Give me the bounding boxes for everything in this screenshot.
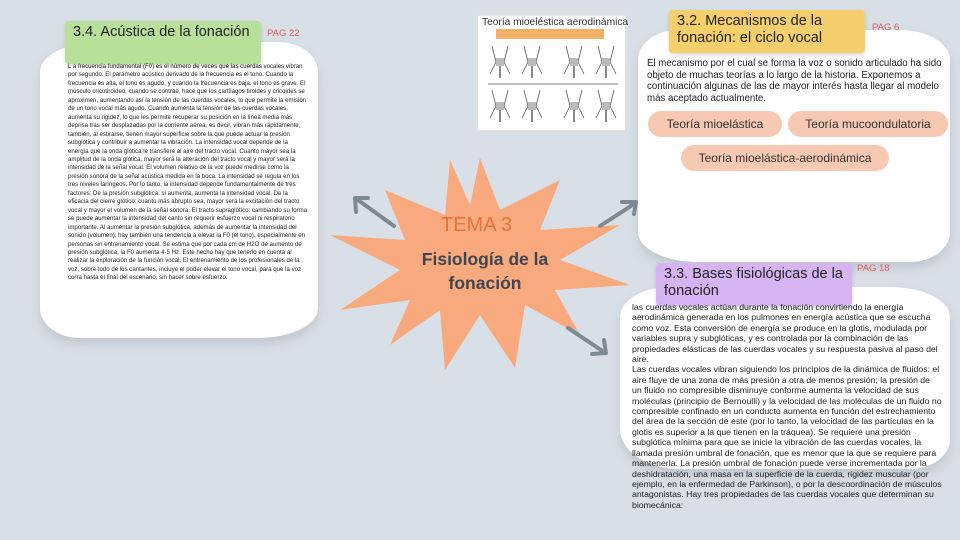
acoustics-title[interactable]: 3.4. Acústica de la fonación (65, 21, 261, 64)
arrow-to-mechanisms-icon (596, 198, 642, 230)
myoelastic-aerodynamic-figure[interactable] (477, 15, 629, 131)
topic-label: TEMA 3 (441, 214, 513, 236)
main-title: Fisiología de la fonación (421, 249, 549, 293)
mechanisms-title[interactable]: 3.2. Mecanismos de la fonación: el ciclo vocal (669, 10, 865, 53)
arrow-to-physiological-bases-icon (564, 322, 610, 358)
acoustics-text: L a frecuencia fundamental (F0) es el número de veces que las cuerdas vocales vibran por segundo. El parámetro acústico derivado de la frecuencia es el tono. Cuando la frecuencia es alta, el tono es agudo, y cuando la frecuencia es baja, el tono es grave. El músculo cricotiroideo, cuando se contrae, hace que los cartílagos tiroides y cricoides se aproximen, aumentando así la tensión de las cuerdas vocales, lo que permite la emisión de un tono vocal más agudo. Cuando aumenta la tensión de las cuerdas vocales, aumenta su rigidez, lo que les permite recuperar su posición en la línea media más deprisa tras ser desplazadas por la corriente aérea, es decir, vibran más rápidamente; también, al estirarse, tienen mayor superficie sobre la que puede actuar la presión subglótica y contribuir a aumentar la vibración. La intensidad vocal depende de la energía que la onda glótica le transfiere al aire del tracto vocal. Cuanto mayor sea la amplitud de la onda glótica, mayor será la alteración del tracto vocal y mayor será la intensidad de la señal vocal. El volumen relativo de la voz puede medirse como la presión sonora de la señal acústica medida en la boca. La intensidad se regula en los tres niveles laríngeos. Por lo tanto, la intensidad depende fundamentalmente de tres factores: De la presión subglótica: si aumenta, aumenta la intensidad vocal. De la eficacia del cierre glótico: cuanto más abrupto sea, mayor será la excitación del tracto vocal y mayor el volumen de la señal sonora. El tracto supraglótico: cambiando su forma se puede aumentar la intensidad del canto sin requerir esfuerzo vocal ni respiratorio importante. Al aumentar la presión subglótica, además de aumentar la intensidad del sonido (volumen), hay también una tendencia a elevar la F0 (el tono), especialmente en personas sin entrenamiento vocal. Se estima que por cada cm de H2O de aumento de presión subglótica, la F0 aumenta 4-5 Hz. Este hecho hay que tenerlo en cuenta al realizar la exploración de la función vocal. El entrenamiento de los profesionales de la voz, sobre todo de los cantantes, incluye el poder elevar el tono vocal, para que la voz corra hasta el final del escenario, sin hacer sobre esfuerzo. (68, 63, 308, 282)
physiological-bases-paragraph-2: Las cuerdas vocales vibran siguiendo los principios de la dinámica de fluidos: el aire fluye de una zona de más presión a otra de menos presión; la presión de un fluido no compresible disminuye conforme aumenta la velocidad de sus moléculas (principio de Bernoulli) y la velocidad de las moléculas de un fluido no compresible confinado en un conducto aumenta en función del estrechamiento del área de la sección de este (por lo tanto, la velocidad de las partículas en la glotis es superior a la que tienen en la tráquea). Se requiere una presión subglótica mínima para que se inicie la vibración de las cuerdas vocales, la llamada presión umbral de fonación, que es menor que la que se requiere para mantenerla. La presión umbral de fonación puede verse incrementada por la deshidratación, una masa en la superficie de la cuerda, rigidez muscular (por ejemplo, en la enfermedad de Parkinson), o por la descoordinación de músculos antagonistas. Hay tres propiedades de las cuerdas vocales que determinan su biomecánica: (632, 364, 942, 510)
theory-pill-myoelastic[interactable]: Teoría mioelástica (648, 111, 782, 137)
physiological-bases-text (632, 302, 942, 510)
mechanisms-text: El mecanismo por el cual se forma la voz o sonido articulado ha sido objeto de muchas teorías a lo largo de la historia. Exponemos a continuación algunas de las de mayor interés hasta llegar al modelo más aceptado actualmente. (647, 58, 942, 104)
physiological-bases-title[interactable]: 3.3. Bases fisiológicas de la fonación (656, 263, 852, 306)
figure-title: Teoría mioeléstica aerodinámica (482, 17, 629, 28)
physiological-bases-page-ref: PAG 18 (857, 263, 890, 274)
acoustics-page-ref: PAG 22 (267, 28, 300, 39)
physiological-bases-paragraph-1: las cuerdas vocales actúan durante la fonación convirtiendo la energía aerodinámica generada en los pulmones en energía acústica que se escucha como voz. Esta conversión de energía se produce en la glotis, modulada por variables supra y subglóticas, y es controlada por la combinación de las propiedades elásticas de las cuerdas vocales y su respuesta pasiva al paso del aire. (632, 302, 938, 365)
theory-pill-mucoundulatory[interactable]: Teoría mucoondulatoria (788, 111, 948, 137)
vocal-folds-diagram-icon (478, 16, 625, 130)
mechanisms-page-ref: PAG 6 (872, 22, 900, 33)
theory-pill-myoelastic-aerodynamic[interactable]: Teoría mioelástica-aerodinámica (681, 145, 889, 171)
arrow-to-acoustics-icon (350, 192, 400, 232)
